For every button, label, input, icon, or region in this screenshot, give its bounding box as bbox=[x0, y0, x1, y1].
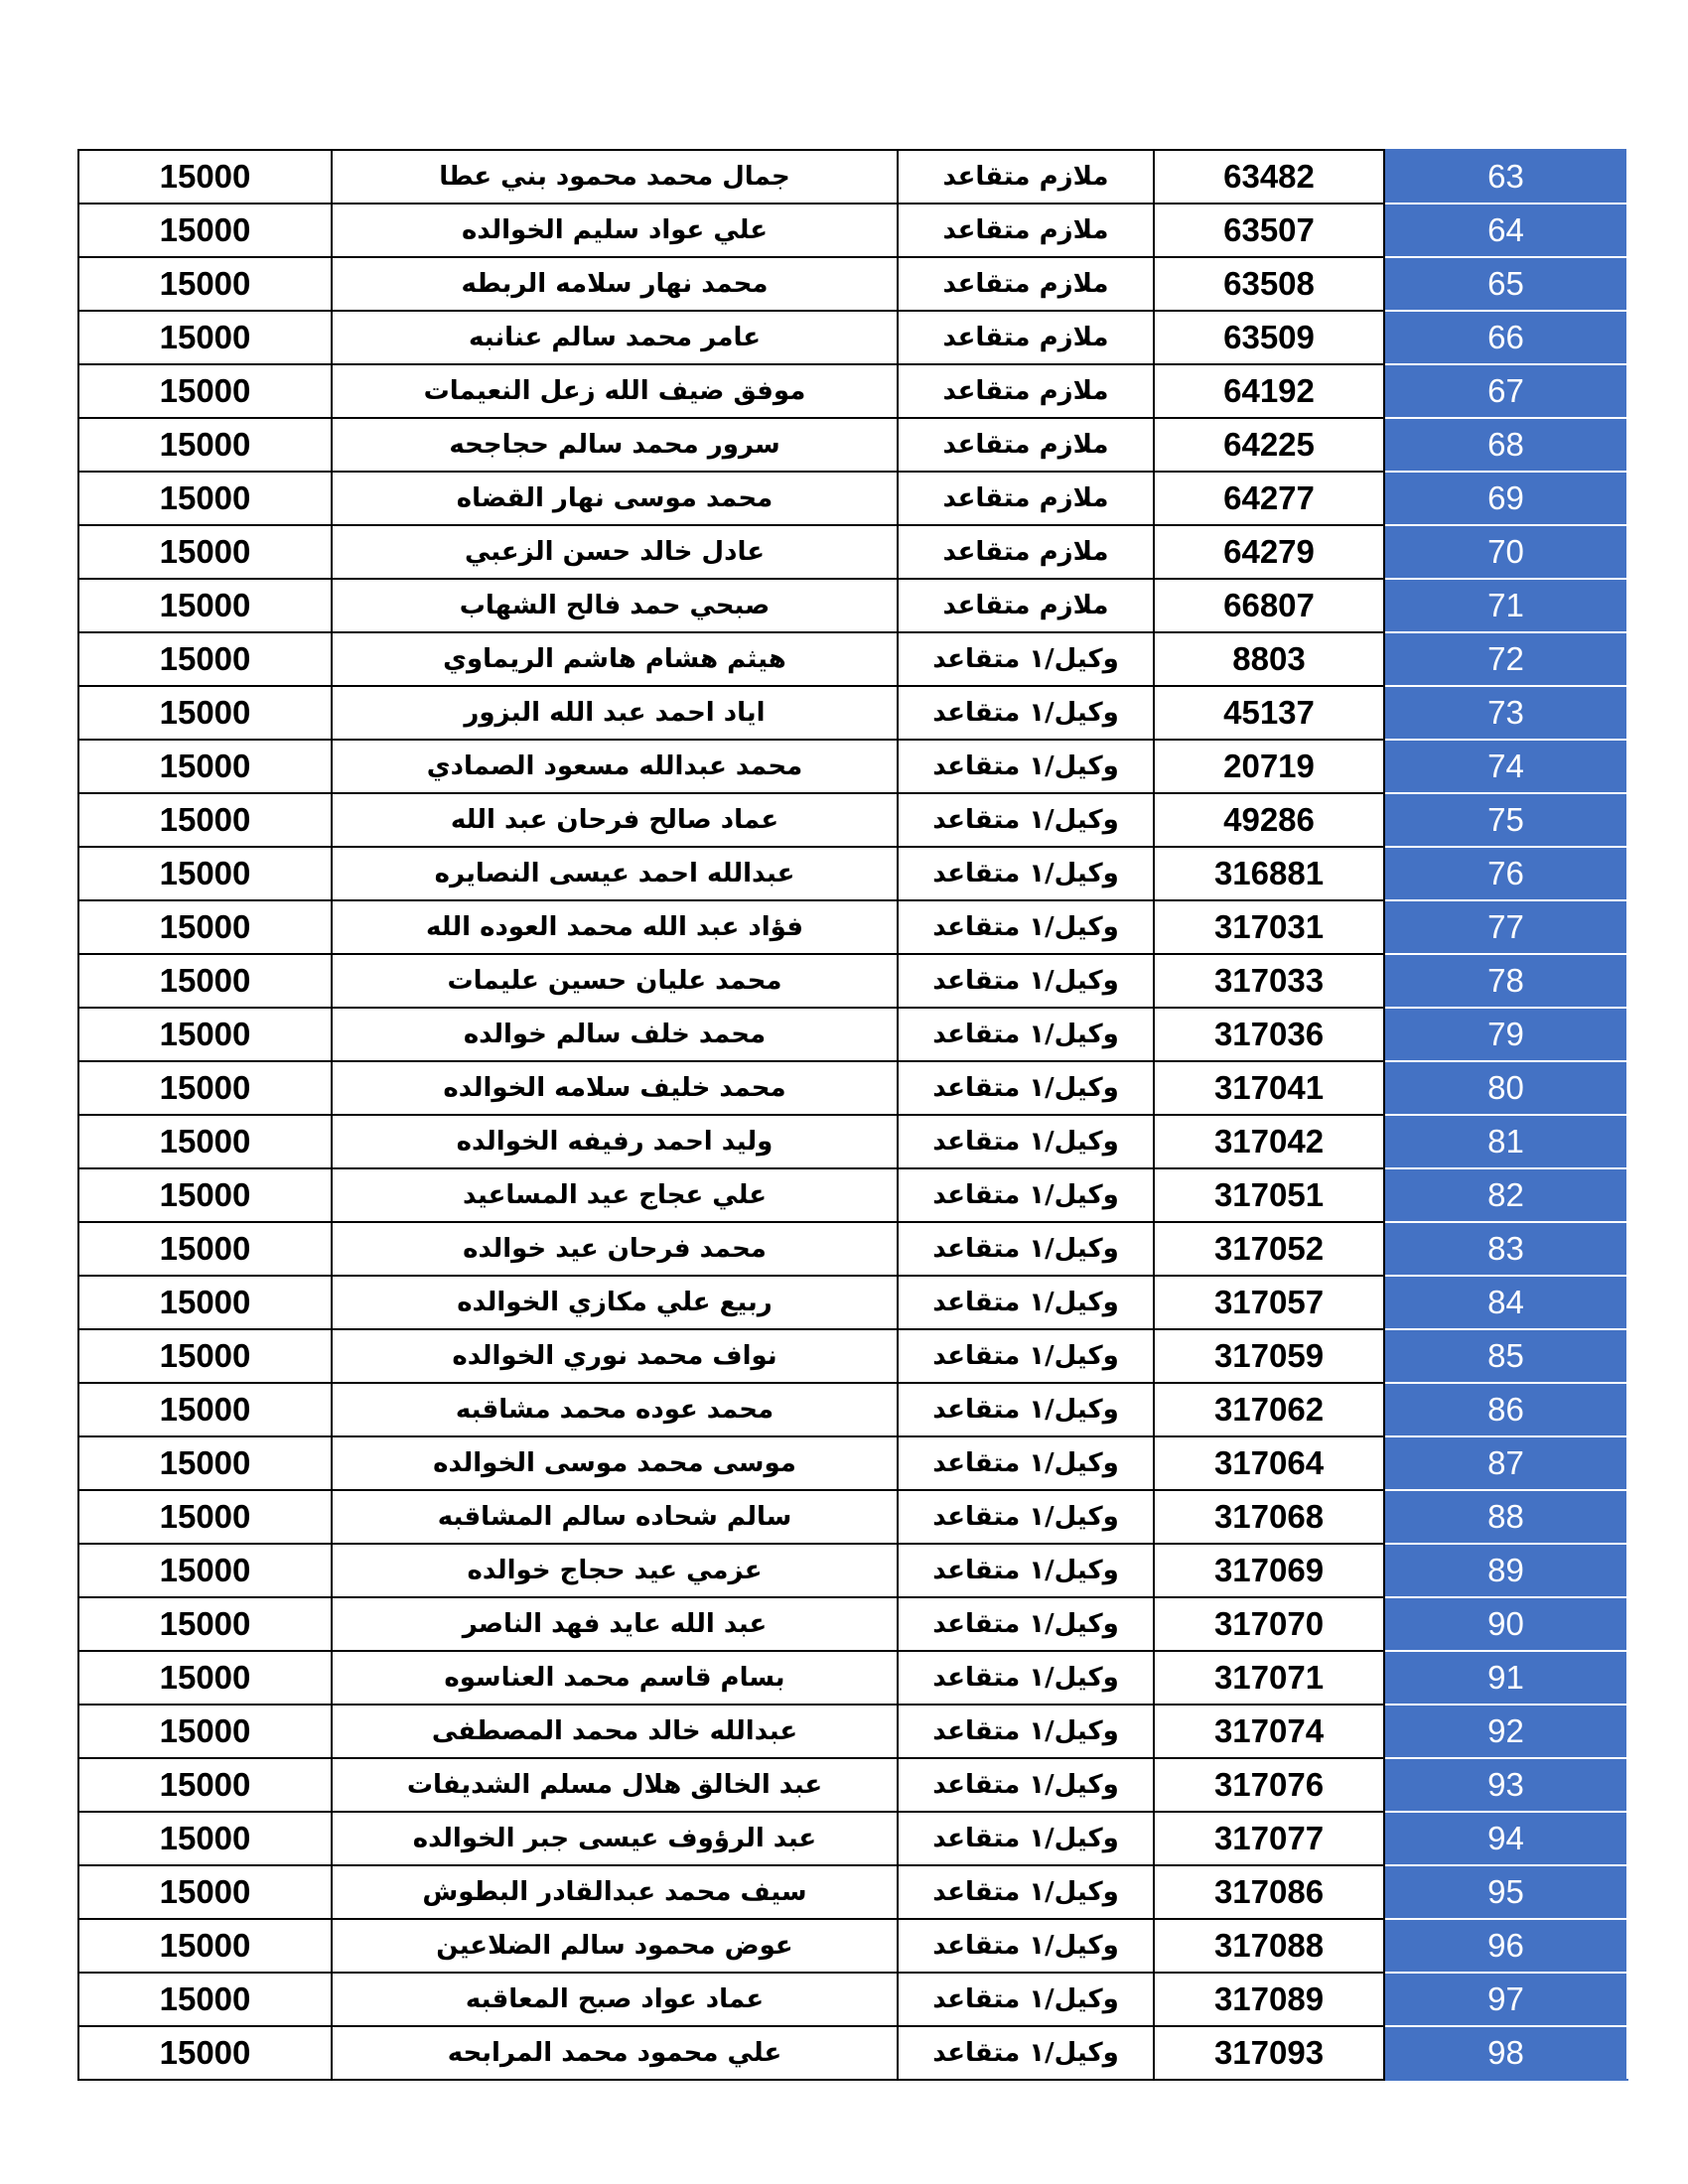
table-row bbox=[78, 686, 1627, 740]
amount-cell: 15000 bbox=[78, 1008, 332, 1061]
table-row bbox=[78, 1651, 1627, 1705]
code-cell: 20719 bbox=[1154, 740, 1384, 793]
name-cell: نواف محمد نوري الخوالده bbox=[332, 1329, 898, 1383]
code-cell: 317077 bbox=[1154, 1812, 1384, 1865]
sequence-number-cell: 78 bbox=[1384, 954, 1627, 1008]
amount-cell: 15000 bbox=[78, 1115, 332, 1168]
name-cell: عماد صالح فرحان عبد الله bbox=[332, 793, 898, 847]
table-row bbox=[78, 847, 1627, 900]
code-cell: 317057 bbox=[1154, 1276, 1384, 1329]
sequence-number-cell: 83 bbox=[1384, 1222, 1627, 1276]
name-cell: علي محمود محمد المرابحه bbox=[332, 2026, 898, 2080]
rank-cell: وكيل/١ متقاعد bbox=[898, 793, 1154, 847]
code-cell: 66807 bbox=[1154, 579, 1384, 632]
table-row bbox=[78, 632, 1627, 686]
rank-cell: وكيل/١ متقاعد bbox=[898, 1705, 1154, 1758]
table-row bbox=[78, 1544, 1627, 1597]
sequence-number-cell: 91 bbox=[1384, 1651, 1627, 1705]
name-cell: عامر محمد سالم عنانبه bbox=[332, 311, 898, 364]
sequence-number-cell: 82 bbox=[1384, 1168, 1627, 1222]
name-cell: عبد الله عايد فهد الناصر bbox=[332, 1597, 898, 1651]
name-cell: عوض محمود سالم الضلاعين bbox=[332, 1919, 898, 1973]
name-cell: سيف محمد عبدالقادر البطوش bbox=[332, 1865, 898, 1919]
sequence-number-cell: 90 bbox=[1384, 1597, 1627, 1651]
name-cell: عبد الرؤوف عيسى جبر الخوالده bbox=[332, 1812, 898, 1865]
code-cell: 317033 bbox=[1154, 954, 1384, 1008]
name-cell: عادل خالد حسن الزعبي bbox=[332, 525, 898, 579]
rank-cell: ملازم متقاعد bbox=[898, 364, 1154, 418]
amount-cell: 15000 bbox=[78, 418, 332, 472]
code-cell: 317088 bbox=[1154, 1919, 1384, 1973]
amount-cell: 15000 bbox=[78, 311, 332, 364]
table-row bbox=[78, 1276, 1627, 1329]
sequence-number-cell: 77 bbox=[1384, 900, 1627, 954]
sequence-number-cell: 93 bbox=[1384, 1758, 1627, 1812]
rank-cell: وكيل/١ متقاعد bbox=[898, 1812, 1154, 1865]
amount-cell: 15000 bbox=[78, 686, 332, 740]
rank-cell: وكيل/١ متقاعد bbox=[898, 1919, 1154, 1973]
sequence-number-cell: 94 bbox=[1384, 1812, 1627, 1865]
amount-cell: 15000 bbox=[78, 1329, 332, 1383]
amount-cell: 15000 bbox=[78, 1436, 332, 1490]
code-cell: 317071 bbox=[1154, 1651, 1384, 1705]
code-cell: 64279 bbox=[1154, 525, 1384, 579]
table-row bbox=[78, 1919, 1627, 1973]
name-cell: ربيع علي مكازي الخوالده bbox=[332, 1276, 898, 1329]
table-row bbox=[78, 793, 1627, 847]
amount-cell: 15000 bbox=[78, 632, 332, 686]
code-cell: 317068 bbox=[1154, 1490, 1384, 1544]
table-row bbox=[78, 1222, 1627, 1276]
amount-cell: 15000 bbox=[78, 150, 332, 204]
rank-cell: وكيل/١ متقاعد bbox=[898, 1544, 1154, 1597]
amount-cell: 15000 bbox=[78, 2026, 332, 2080]
rank-cell: وكيل/١ متقاعد bbox=[898, 1973, 1154, 2026]
rank-cell: وكيل/١ متقاعد bbox=[898, 1436, 1154, 1490]
amount-cell: 15000 bbox=[78, 1705, 332, 1758]
rank-cell: ملازم متقاعد bbox=[898, 204, 1154, 257]
rank-cell: وكيل/١ متقاعد bbox=[898, 1008, 1154, 1061]
table-row bbox=[78, 1597, 1627, 1651]
code-cell: 63507 bbox=[1154, 204, 1384, 257]
data-table-sheet bbox=[77, 149, 1626, 2081]
amount-cell: 15000 bbox=[78, 1276, 332, 1329]
code-cell: 317059 bbox=[1154, 1329, 1384, 1383]
name-cell: عبد الخالق هلال مسلم الشديفات bbox=[332, 1758, 898, 1812]
table-row bbox=[78, 257, 1627, 311]
rank-cell: وكيل/١ متقاعد bbox=[898, 1597, 1154, 1651]
table-row bbox=[78, 1008, 1627, 1061]
code-cell: 49286 bbox=[1154, 793, 1384, 847]
amount-cell: 15000 bbox=[78, 1490, 332, 1544]
amount-cell: 15000 bbox=[78, 1651, 332, 1705]
amount-cell: 15000 bbox=[78, 954, 332, 1008]
sequence-number-cell: 69 bbox=[1384, 472, 1627, 525]
rank-cell: وكيل/١ متقاعد bbox=[898, 1758, 1154, 1812]
name-cell: محمد خليف سلامه الخوالده bbox=[332, 1061, 898, 1115]
amount-cell: 15000 bbox=[78, 1544, 332, 1597]
code-cell: 63482 bbox=[1154, 150, 1384, 204]
table-row bbox=[78, 418, 1627, 472]
sequence-number-cell: 98 bbox=[1384, 2026, 1627, 2080]
rank-cell: وكيل/١ متقاعد bbox=[898, 1329, 1154, 1383]
rank-cell: ملازم متقاعد bbox=[898, 418, 1154, 472]
rank-cell: وكيل/١ متقاعد bbox=[898, 1168, 1154, 1222]
amount-cell: 15000 bbox=[78, 1919, 332, 1973]
amount-cell: 15000 bbox=[78, 1973, 332, 2026]
rank-cell: وكيل/١ متقاعد bbox=[898, 954, 1154, 1008]
data-table bbox=[77, 149, 1628, 2081]
code-cell: 317036 bbox=[1154, 1008, 1384, 1061]
code-cell: 64225 bbox=[1154, 418, 1384, 472]
rank-cell: وكيل/١ متقاعد bbox=[898, 1276, 1154, 1329]
amount-cell: 15000 bbox=[78, 1383, 332, 1436]
table-row bbox=[78, 1705, 1627, 1758]
table-row bbox=[78, 1168, 1627, 1222]
code-cell: 317074 bbox=[1154, 1705, 1384, 1758]
sequence-number-cell: 72 bbox=[1384, 632, 1627, 686]
amount-cell: 15000 bbox=[78, 204, 332, 257]
amount-cell: 15000 bbox=[78, 900, 332, 954]
rank-cell: وكيل/١ متقاعد bbox=[898, 1222, 1154, 1276]
rank-cell: ملازم متقاعد bbox=[898, 525, 1154, 579]
sequence-number-cell: 88 bbox=[1384, 1490, 1627, 1544]
rank-cell: وكيل/١ متقاعد bbox=[898, 686, 1154, 740]
rank-cell: وكيل/١ متقاعد bbox=[898, 740, 1154, 793]
code-cell: 317069 bbox=[1154, 1544, 1384, 1597]
name-cell: بسام قاسم محمد العناسوه bbox=[332, 1651, 898, 1705]
rank-cell: وكيل/١ متقاعد bbox=[898, 1865, 1154, 1919]
sequence-number-cell: 87 bbox=[1384, 1436, 1627, 1490]
table-row bbox=[78, 1490, 1627, 1544]
table-row bbox=[78, 364, 1627, 418]
rank-cell: وكيل/١ متقاعد bbox=[898, 1061, 1154, 1115]
name-cell: محمد موسى نهار القضاه bbox=[332, 472, 898, 525]
table-row bbox=[78, 1383, 1627, 1436]
sequence-number-cell: 97 bbox=[1384, 1973, 1627, 2026]
table-row bbox=[78, 740, 1627, 793]
rank-cell: وكيل/١ متقاعد bbox=[898, 2026, 1154, 2080]
sequence-number-cell: 80 bbox=[1384, 1061, 1627, 1115]
rank-cell: وكيل/١ متقاعد bbox=[898, 1115, 1154, 1168]
sequence-number-cell: 84 bbox=[1384, 1276, 1627, 1329]
rank-cell: ملازم متقاعد bbox=[898, 257, 1154, 311]
code-cell: 317041 bbox=[1154, 1061, 1384, 1115]
amount-cell: 15000 bbox=[78, 364, 332, 418]
table-row bbox=[78, 1812, 1627, 1865]
sequence-number-cell: 86 bbox=[1384, 1383, 1627, 1436]
name-cell: علي عواد سليم الخوالده bbox=[332, 204, 898, 257]
amount-cell: 15000 bbox=[78, 1222, 332, 1276]
rank-cell: ملازم متقاعد bbox=[898, 472, 1154, 525]
amount-cell: 15000 bbox=[78, 1168, 332, 1222]
code-cell: 63509 bbox=[1154, 311, 1384, 364]
code-cell: 317042 bbox=[1154, 1115, 1384, 1168]
code-cell: 317052 bbox=[1154, 1222, 1384, 1276]
amount-cell: 15000 bbox=[78, 847, 332, 900]
code-cell: 64192 bbox=[1154, 364, 1384, 418]
name-cell: سرور محمد سالم حجاجحه bbox=[332, 418, 898, 472]
name-cell: محمد نهار سلامه الربطه bbox=[332, 257, 898, 311]
table-row bbox=[78, 1061, 1627, 1115]
name-cell: محمد عليان حسين عليمات bbox=[332, 954, 898, 1008]
rank-cell: ملازم متقاعد bbox=[898, 579, 1154, 632]
name-cell: عزمي عيد حجاج خوالده bbox=[332, 1544, 898, 1597]
amount-cell: 15000 bbox=[78, 740, 332, 793]
name-cell: محمد فرحان عيد خوالده bbox=[332, 1222, 898, 1276]
amount-cell: 15000 bbox=[78, 472, 332, 525]
sequence-number-cell: 71 bbox=[1384, 579, 1627, 632]
sequence-number-cell: 65 bbox=[1384, 257, 1627, 311]
table-row bbox=[78, 472, 1627, 525]
amount-cell: 15000 bbox=[78, 525, 332, 579]
table-row bbox=[78, 579, 1627, 632]
sequence-number-cell: 79 bbox=[1384, 1008, 1627, 1061]
code-cell: 63508 bbox=[1154, 257, 1384, 311]
code-cell: 317062 bbox=[1154, 1383, 1384, 1436]
sequence-number-cell: 63 bbox=[1384, 150, 1627, 204]
sequence-number-cell: 92 bbox=[1384, 1705, 1627, 1758]
amount-cell: 15000 bbox=[78, 1597, 332, 1651]
amount-cell: 15000 bbox=[78, 257, 332, 311]
rank-cell: وكيل/١ متقاعد bbox=[898, 900, 1154, 954]
name-cell: عماد عواد صبح المعاقبه bbox=[332, 1973, 898, 2026]
name-cell: محمد عبدالله مسعود الصمادي bbox=[332, 740, 898, 793]
table-row bbox=[78, 1758, 1627, 1812]
name-cell: محمد عوده محمد مشاقبه bbox=[332, 1383, 898, 1436]
table-row bbox=[78, 1115, 1627, 1168]
sequence-number-cell: 70 bbox=[1384, 525, 1627, 579]
code-cell: 317064 bbox=[1154, 1436, 1384, 1490]
table-row bbox=[78, 2026, 1627, 2080]
sequence-number-cell: 89 bbox=[1384, 1544, 1627, 1597]
code-cell: 317051 bbox=[1154, 1168, 1384, 1222]
name-cell: جمال محمد محمود بني عطا bbox=[332, 150, 898, 204]
name-cell: محمد خلف سالم خوالده bbox=[332, 1008, 898, 1061]
rank-cell: ملازم متقاعد bbox=[898, 150, 1154, 204]
sequence-number-cell: 67 bbox=[1384, 364, 1627, 418]
name-cell: موسى محمد موسى الخوالده bbox=[332, 1436, 898, 1490]
name-cell: صبحي حمد فالح الشهاب bbox=[332, 579, 898, 632]
rank-cell: وكيل/١ متقاعد bbox=[898, 1383, 1154, 1436]
name-cell: فؤاد عبد الله محمد العوده الله bbox=[332, 900, 898, 954]
sequence-number-cell: 64 bbox=[1384, 204, 1627, 257]
table-row bbox=[78, 1973, 1627, 2026]
code-cell: 317089 bbox=[1154, 1973, 1384, 2026]
name-cell: عبدالله خالد محمد المصطفى bbox=[332, 1705, 898, 1758]
amount-cell: 15000 bbox=[78, 793, 332, 847]
amount-cell: 15000 bbox=[78, 1812, 332, 1865]
name-cell: سالم شحاده سالم المشاقبه bbox=[332, 1490, 898, 1544]
sequence-number-cell: 96 bbox=[1384, 1919, 1627, 1973]
code-cell: 64277 bbox=[1154, 472, 1384, 525]
sequence-number-cell: 73 bbox=[1384, 686, 1627, 740]
name-cell: علي عجاج عيد المساعيد bbox=[332, 1168, 898, 1222]
code-cell: 45137 bbox=[1154, 686, 1384, 740]
table-row bbox=[78, 311, 1627, 364]
sequence-number-cell: 68 bbox=[1384, 418, 1627, 472]
table-row bbox=[78, 525, 1627, 579]
rank-cell: ملازم متقاعد bbox=[898, 311, 1154, 364]
code-cell: 317031 bbox=[1154, 900, 1384, 954]
amount-cell: 15000 bbox=[78, 579, 332, 632]
table-row bbox=[78, 954, 1627, 1008]
amount-cell: 15000 bbox=[78, 1061, 332, 1115]
code-cell: 317076 bbox=[1154, 1758, 1384, 1812]
table-row bbox=[78, 1329, 1627, 1383]
sequence-number-cell: 81 bbox=[1384, 1115, 1627, 1168]
rank-cell: وكيل/١ متقاعد bbox=[898, 1651, 1154, 1705]
name-cell: عبدالله احمد عيسى النصايره bbox=[332, 847, 898, 900]
sequence-number-cell: 74 bbox=[1384, 740, 1627, 793]
table-row bbox=[78, 150, 1627, 204]
name-cell: وليد احمد رفيفه الخوالده bbox=[332, 1115, 898, 1168]
rank-cell: وكيل/١ متقاعد bbox=[898, 1490, 1154, 1544]
table-row bbox=[78, 900, 1627, 954]
amount-cell: 15000 bbox=[78, 1865, 332, 1919]
code-cell: 317070 bbox=[1154, 1597, 1384, 1651]
table-body bbox=[78, 150, 1627, 2080]
table-row bbox=[78, 1436, 1627, 1490]
name-cell: اياد احمد عبد الله البزور bbox=[332, 686, 898, 740]
name-cell: موفق ضيف الله زعل النعيمات bbox=[332, 364, 898, 418]
table-row bbox=[78, 204, 1627, 257]
code-cell: 8803 bbox=[1154, 632, 1384, 686]
code-cell: 317093 bbox=[1154, 2026, 1384, 2080]
code-cell: 317086 bbox=[1154, 1865, 1384, 1919]
name-cell: هيثم هشام هاشم الريماوي bbox=[332, 632, 898, 686]
table-row bbox=[78, 1865, 1627, 1919]
rank-cell: وكيل/١ متقاعد bbox=[898, 632, 1154, 686]
sequence-number-cell: 76 bbox=[1384, 847, 1627, 900]
amount-cell: 15000 bbox=[78, 1758, 332, 1812]
sequence-number-cell: 66 bbox=[1384, 311, 1627, 364]
sequence-number-cell: 75 bbox=[1384, 793, 1627, 847]
code-cell: 316881 bbox=[1154, 847, 1384, 900]
rank-cell: وكيل/١ متقاعد bbox=[898, 847, 1154, 900]
sequence-number-cell: 85 bbox=[1384, 1329, 1627, 1383]
sequence-number-cell: 95 bbox=[1384, 1865, 1627, 1919]
